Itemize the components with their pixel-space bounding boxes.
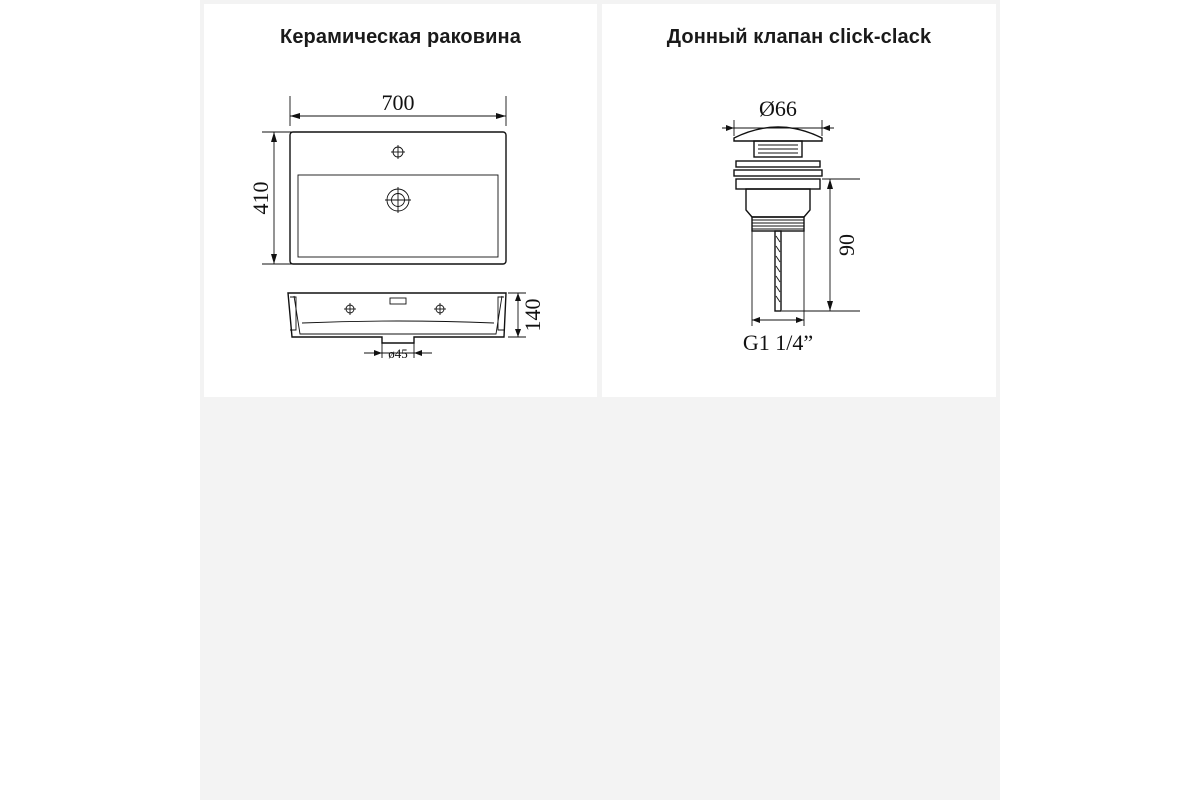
sink-width-label: 700 <box>381 90 415 115</box>
valve-body <box>734 127 822 311</box>
sink-panel <box>204 4 597 397</box>
sink-front-view <box>288 293 506 343</box>
sink-depth-label: 410 <box>248 181 273 215</box>
sink-drain-label: ø45 <box>388 346 408 361</box>
sink-panel-title: Керамическая раковина <box>280 26 521 48</box>
valve-diameter-dimension <box>722 96 834 136</box>
sink-drawing <box>204 4 597 397</box>
sink-drain-dimension <box>364 343 432 361</box>
sink-height-label: 140 <box>520 298 545 332</box>
valve-thread-label: G1 1/4” <box>742 330 814 355</box>
valve-drawing <box>602 4 996 397</box>
valve-panel <box>602 4 996 397</box>
valve-height-dimension <box>782 179 860 311</box>
sink-top-view <box>290 132 506 264</box>
sink-width-dimension <box>290 90 506 126</box>
sink-depth-dimension <box>248 132 292 264</box>
sink-height-dimension <box>508 293 545 337</box>
valve-panel-title: Донный клапан click-clack <box>666 26 932 48</box>
valve-diameter-label: Ø66 <box>759 96 797 121</box>
valve-height-label: 90 <box>834 234 859 256</box>
